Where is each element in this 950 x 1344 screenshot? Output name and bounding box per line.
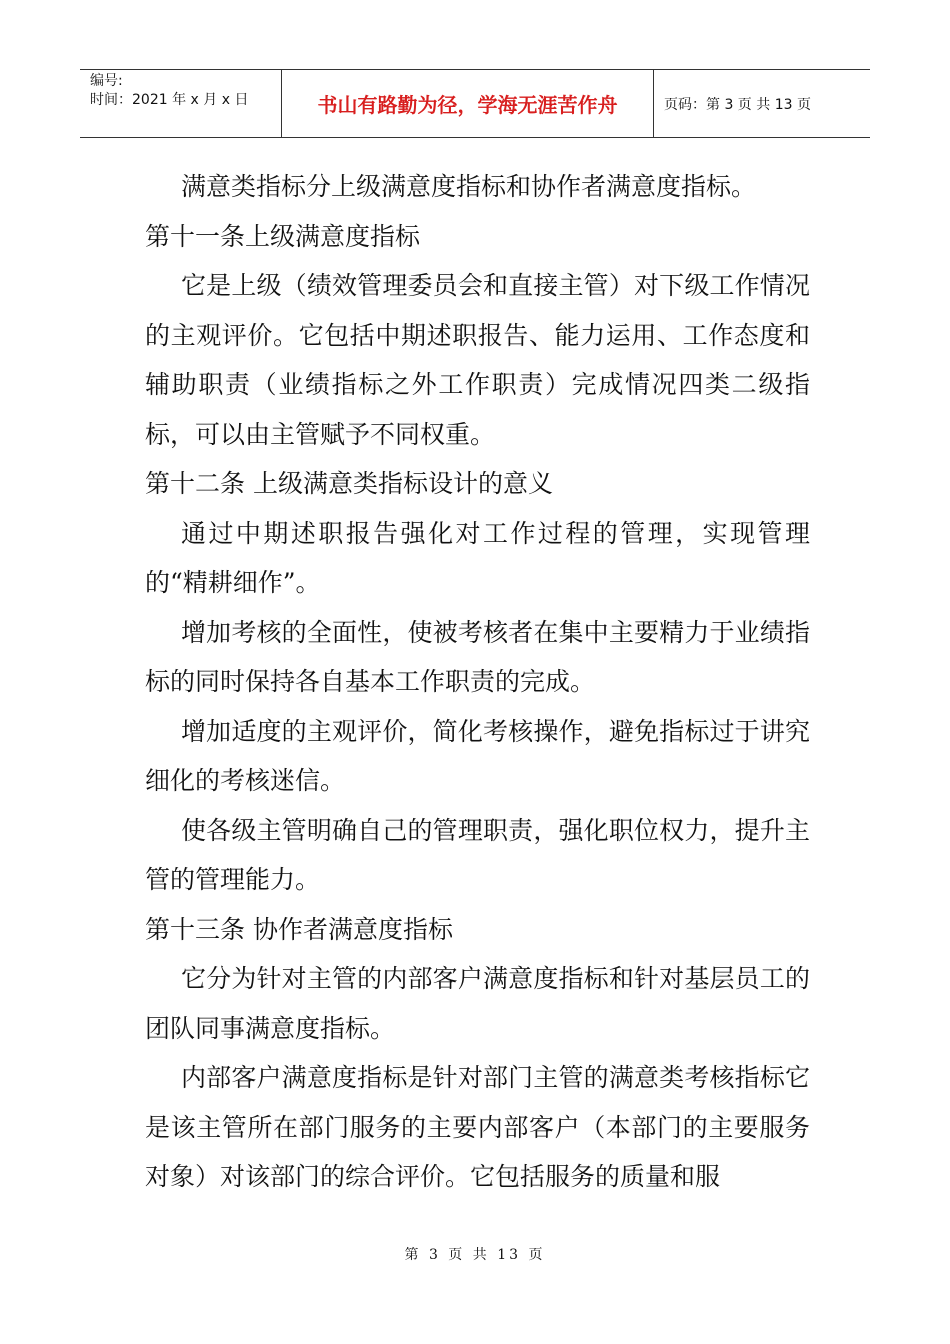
body-paragraph: 满意类指标分上级满意度指标和协作者满意度指标。 xyxy=(181,172,757,201)
body-paragraph: 它分为针对主管的内部客户满意度指标和针对基层员工的团队同事满意度指标。 xyxy=(145,964,810,1043)
document-number-label: 编号: xyxy=(90,73,123,89)
body-paragraph: 通过中期述职报告强化对工作过程的管理，实现管理的“精耕细作”。 xyxy=(145,518,810,597)
article-heading: 第十二条 上级满意类指标设计的意义 xyxy=(145,469,553,498)
document-body xyxy=(145,162,810,1202)
article-heading: 第十一条上级满意度指标 xyxy=(145,221,421,251)
body-paragraph: 增加适度的主观评价，简化考核操作，避免指标过于讲究细化的考核迷信。 xyxy=(145,716,810,795)
document-date: 时间：2021 年 x 月 x 日 xyxy=(90,92,249,108)
document-header xyxy=(80,69,870,138)
body-paragraph: 使各级主管明确自己的管理职责，强化职位权力，提升主管的管理能力。 xyxy=(145,815,810,894)
body-paragraph: 它是上级（绩效管理委员会和直接主管）对下级工作情况的主观评价。它包括中期述职报告、能力运用、工作态度和辅助职责（业绩指标之外工作职责）完成情况四类二级指标，可以由主管赋予不同权重。 xyxy=(145,271,810,449)
page-footer: 第 3 页 共 13 页 xyxy=(404,1247,546,1263)
article-heading: 第十三条 协作者满意度指标 xyxy=(145,914,453,944)
header-page-info: 页码：第 3 页 共 13 页 xyxy=(664,96,811,113)
body-paragraph: 内部客户满意度指标是针对部门主管的满意类考核指标它是该主管所在部门服务的主要内部客户（本部门的主要服务对象）对该部门的综合评价。它包括服务的质量和服 xyxy=(145,1063,810,1191)
header-motto: 书山有路勤为径，学海无涯苦作舟 xyxy=(282,70,654,137)
body-paragraph: 增加考核的全面性，使被考核者在集中主要精力于业绩指标的同时保持各自基本工作职责的完成。 xyxy=(145,617,810,696)
header-meta-cell xyxy=(80,70,282,137)
